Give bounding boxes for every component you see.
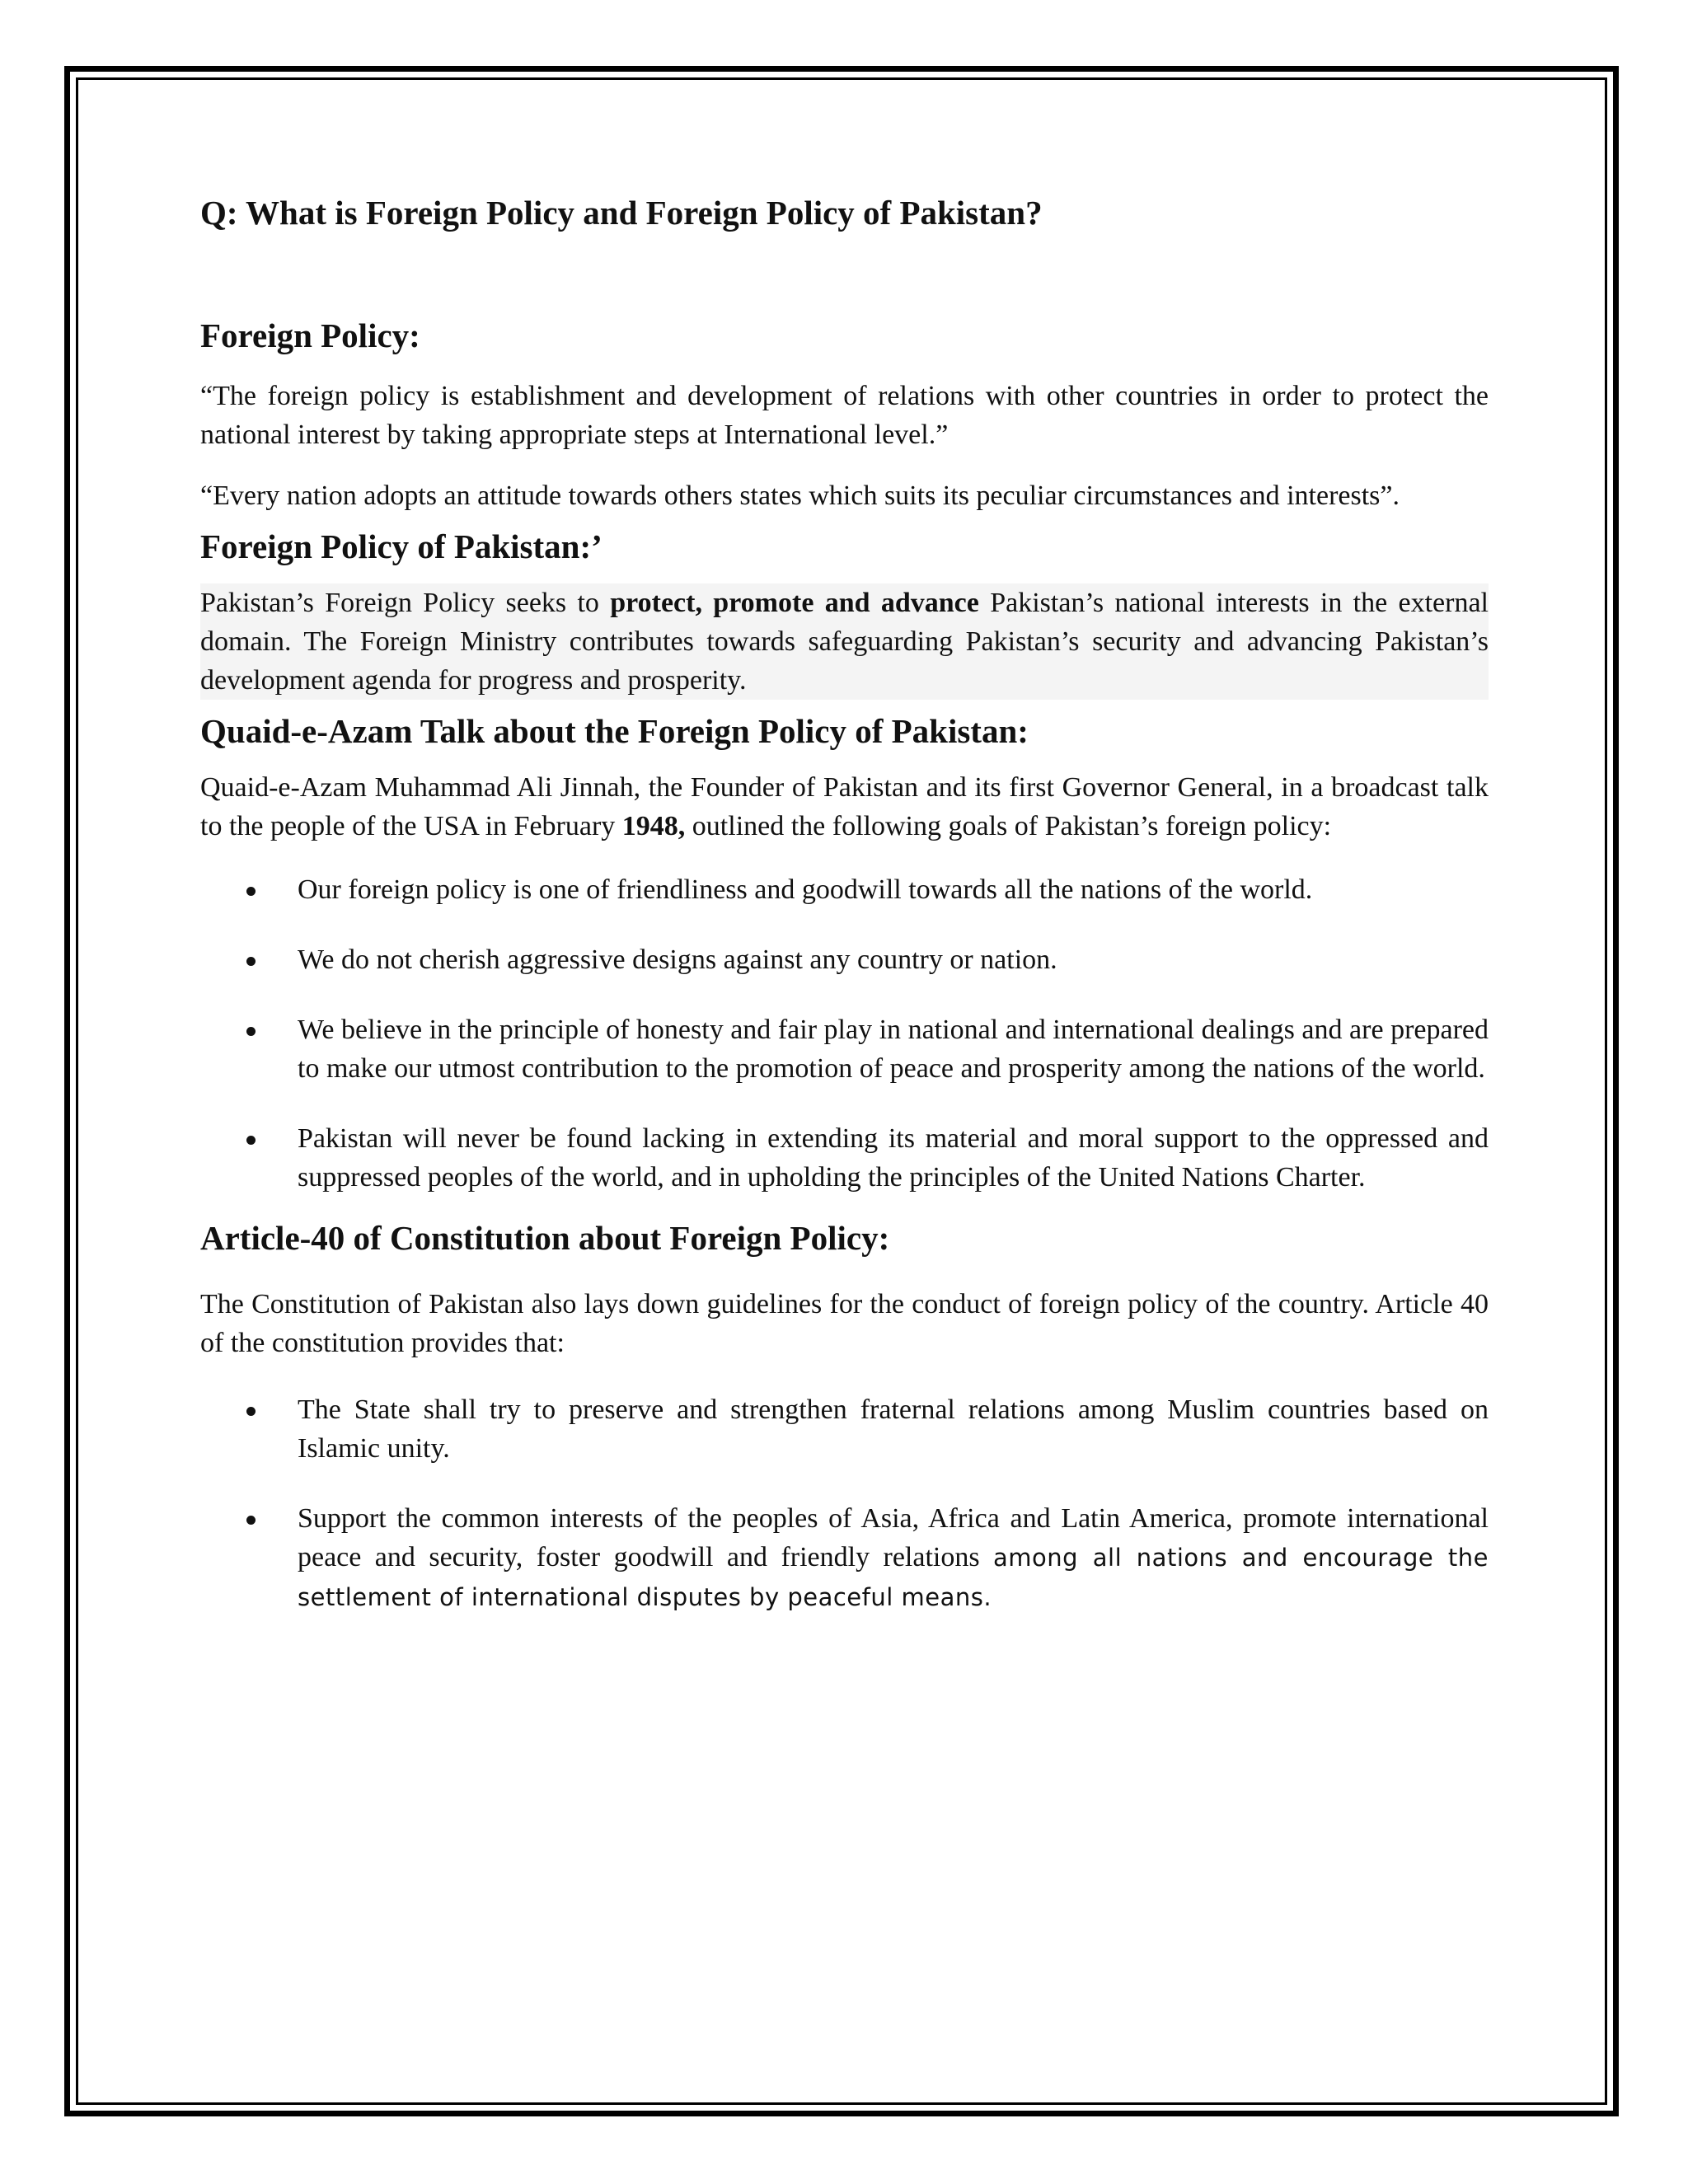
article-40-bullet-2-start: Support the common interests of the peoples of Asia, Africa and Latin America, promote international peace and security, foster goodwill and friendly relations [298, 1503, 1489, 1573]
article-40-list [200, 1390, 1489, 1617]
bullet-icon [246, 887, 256, 896]
list-item: We believe in the principle of honesty and fair play in national and international dealings and are prepared to make our utmost contribution to the promotion of peace and prosperity among the nations of the world. [200, 1010, 1489, 1088]
pakistan-policy-text-bold: protect, promote and advance [610, 587, 979, 618]
bullet-icon [246, 1516, 256, 1525]
definition-paragraph-2: “Every nation adopts an attitude towards others states which suits its peculiar circumstances and interests”. [200, 480, 1400, 511]
pakistan-policy-text-end: Pakistan’s national interests in the external domain. The Foreign Ministry contributes towards safeguarding Pakistan’s security and advancing Pakistan’s development agenda for progress and prosperity. [200, 587, 1489, 696]
list-item [200, 1499, 1489, 1617]
heading-foreign-policy: Foreign Policy: [200, 316, 420, 355]
bullet-icon [246, 1027, 256, 1036]
heading-article-40: Article-40 of Constitution about Foreign Policy: [200, 1219, 890, 1258]
heading-quaid-talk: Quaid-e-Azam Talk about the Foreign Policy of Pakistan: [200, 711, 1029, 750]
bullet-icon [246, 957, 256, 966]
list-item: Our foreign policy is one of friendliness and goodwill towards all the nations of the world. [200, 870, 1489, 909]
list-item: Pakistan will never be found lacking in extending its material and moral support to the oppressed and suppressed peoples of the world, and in upholding the principles of the United Nations Charter. [200, 1119, 1489, 1197]
document-body [200, 191, 1489, 1617]
quaid-intro-text-start: Quaid-e-Azam Muhammad Ali Jinnah, the Founder of Pakistan and its first Governor General, in a broadcast talk to the people of the USA in February [200, 772, 1489, 842]
bullet-icon [246, 1136, 256, 1145]
quaid-goals-list [200, 870, 1489, 1197]
quaid-intro-year: 1948, [621, 811, 686, 842]
quaid-intro-paragraph [200, 768, 1489, 846]
list-item: We do not cherish aggressive designs against any country or nation. [200, 940, 1489, 979]
question-title: Q: What is Foreign Policy and Foreign Policy of Pakistan? [200, 194, 1043, 232]
quaid-intro-text-end: outlined the following goals of Pakistan’s foreign policy: [685, 811, 1332, 842]
article-40-bullet-2-tail: among all nations and encourage the settlement of international disputes by peaceful means. [298, 1544, 1489, 1612]
article-40-paragraph: The Constitution of Pakistan also lays down guidelines for the conduct of foreign policy of the country. Article 40 of the constitution provides that: [200, 1289, 1489, 1359]
bullet-icon [246, 1407, 256, 1416]
list-item: The State shall try to preserve and strengthen fraternal relations among Muslim countries based on Islamic unity. [200, 1390, 1489, 1468]
heading-foreign-policy-pakistan: Foreign Policy of Pakistan:’ [200, 527, 603, 565]
pakistan-policy-text-start: Pakistan’s Foreign Policy seeks to [200, 587, 611, 618]
definition-paragraph-1: “The foreign policy is establishment and development of relations with other countries in order to protect the national interest by taking appropriate steps at International level.” [200, 380, 1489, 450]
pakistan-policy-paragraph [200, 583, 1489, 700]
